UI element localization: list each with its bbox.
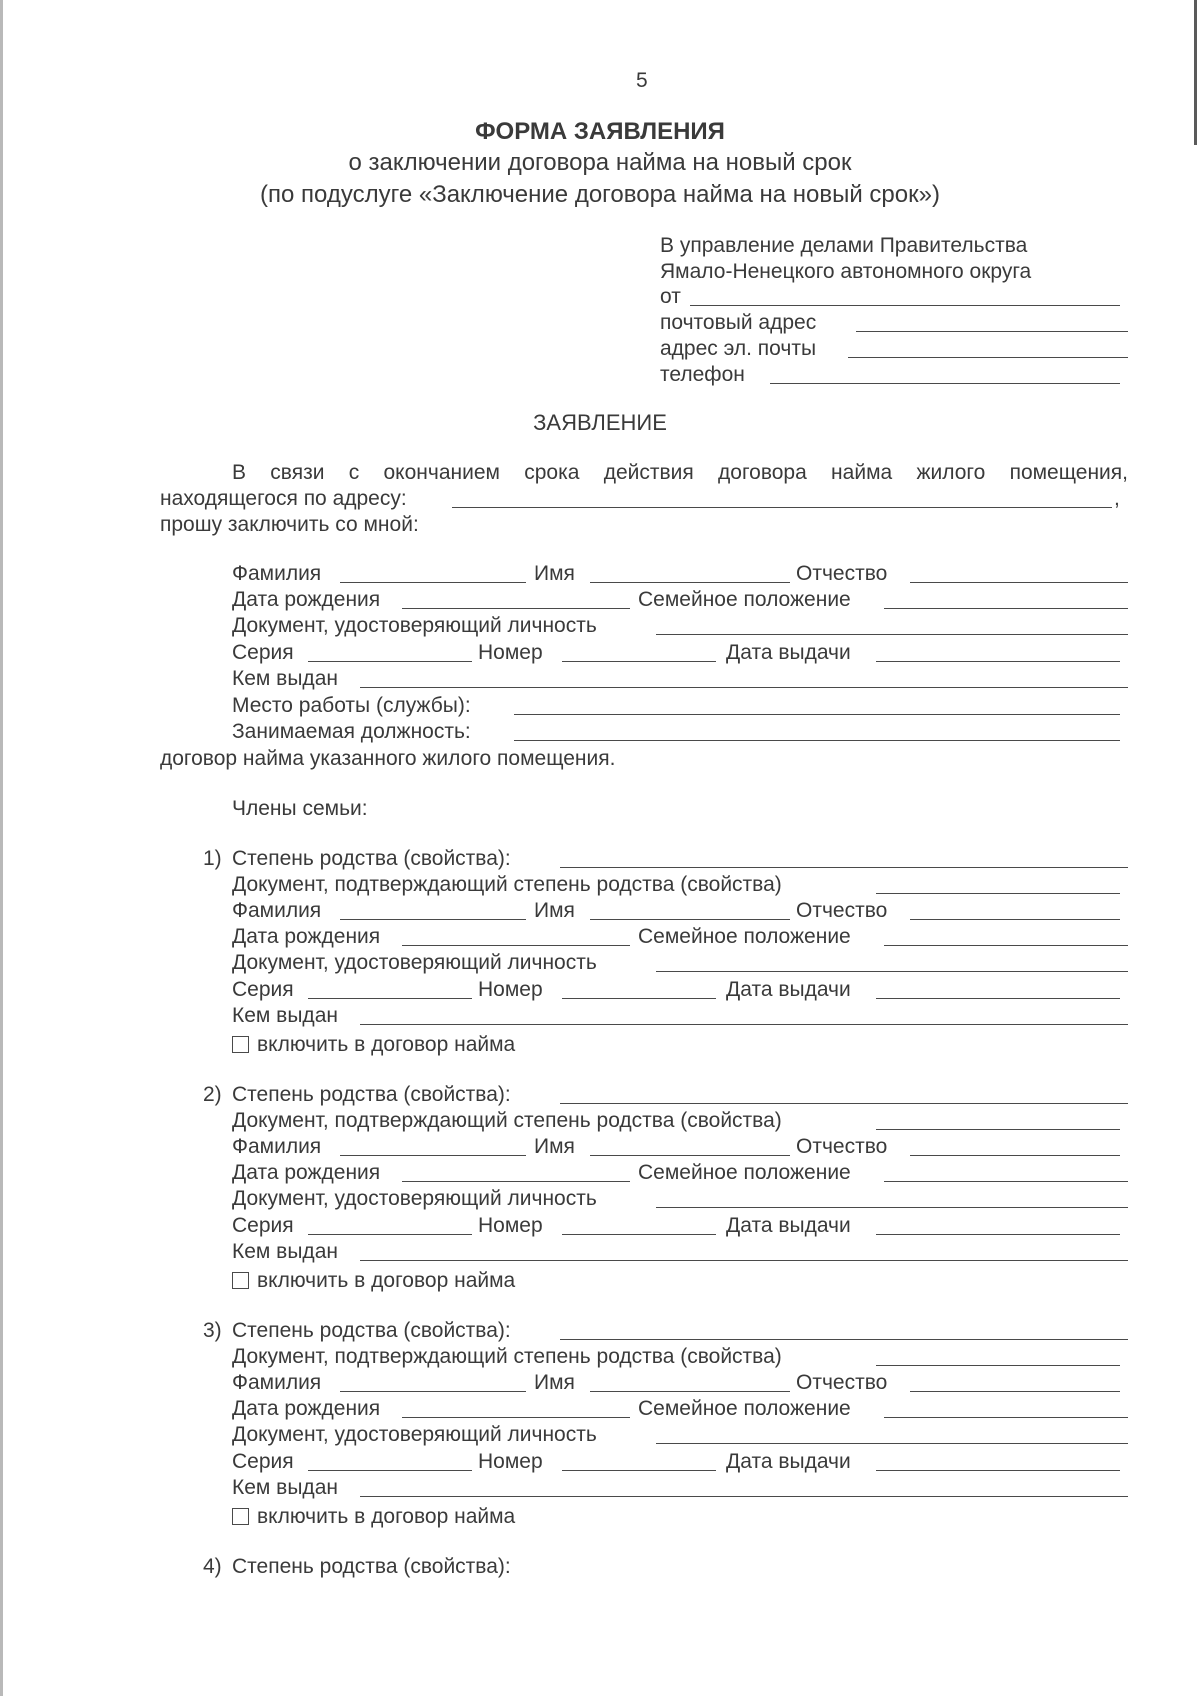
member-3-birth-row <box>0 1398 1200 1424</box>
marital-status-field[interactable] <box>884 926 1128 946</box>
workplace-label: Место работы (службы): <box>232 694 471 717</box>
addressee-line1: В управление делами Правительства <box>660 234 1028 257</box>
series-field[interactable] <box>308 1451 472 1471</box>
phone-field[interactable] <box>770 364 1120 384</box>
name-field[interactable] <box>590 900 790 920</box>
number-field[interactable] <box>562 1215 716 1235</box>
name-field[interactable] <box>590 1136 790 1156</box>
member-3-id-doc-row <box>0 1424 1200 1450</box>
issue-date-label: Дата выдачи <box>726 1214 851 1237</box>
include-in-contract-option[interactable] <box>232 1034 515 1055</box>
kinship-label: Степень родства (свойства): <box>232 1083 511 1106</box>
applicant-position-row <box>0 721 1200 747</box>
birth-date-label: Дата рождения <box>232 588 381 611</box>
statement-title: ЗАЯВЛЕНИЕ <box>533 410 667 435</box>
birth-date-label: Дата рождения <box>232 1397 381 1420</box>
patronymic-field[interactable] <box>910 563 1128 583</box>
address-field[interactable] <box>452 488 1112 508</box>
issued-by-field[interactable] <box>360 1477 1128 1497</box>
address-label: находящегося по адресу: <box>160 487 407 510</box>
name-label: Имя <box>534 1371 575 1394</box>
id-document-field[interactable] <box>656 1188 1128 1208</box>
member-1-id-doc-row <box>0 952 1200 978</box>
member-2-kinship-doc-row <box>0 1110 1200 1136</box>
series-label: Серия <box>232 1214 294 1237</box>
surname-label: Фамилия <box>232 562 322 585</box>
form-subtitle: о заключении договора найма на новый срок <box>348 149 852 176</box>
include-checkbox[interactable] <box>232 1508 249 1525</box>
member-3-name-row <box>0 1372 1200 1398</box>
addressee-from-row <box>0 286 1200 312</box>
id-document-field[interactable] <box>656 1424 1128 1444</box>
number-label: Номер <box>478 978 543 1001</box>
member-1-include-row <box>0 1034 1200 1060</box>
number-label: Номер <box>478 641 543 664</box>
workplace-field[interactable] <box>514 695 1120 715</box>
surname-field[interactable] <box>340 1136 526 1156</box>
member-1-kinship-doc-row <box>0 874 1200 900</box>
include-label: включить в договор найма <box>257 1269 516 1292</box>
addressee-line2: Ямало-Ненецкого автономного округа <box>660 260 1032 283</box>
include-label: включить в договор найма <box>257 1033 516 1056</box>
member-number: 2) <box>203 1083 222 1106</box>
postal-address-label: почтовый адрес <box>660 311 817 334</box>
member-number: 1) <box>203 847 222 870</box>
id-document-label: Документ, удостоверяющий личность <box>232 1423 597 1446</box>
kinship-label: Степень родства (свойства): <box>232 847 511 870</box>
phone-label: телефон <box>660 363 745 386</box>
statement-address-row <box>0 488 1200 514</box>
member-1-birth-row <box>0 926 1200 952</box>
member-1-name-row <box>0 900 1200 926</box>
form-title: ФОРМА ЗАЯВЛЕНИЯ <box>475 118 725 145</box>
birth-date-field[interactable] <box>402 926 630 946</box>
patronymic-label: Отчество <box>796 1371 888 1394</box>
issued-by-label: Кем выдан <box>232 1476 338 1499</box>
include-label: включить в договор найма <box>257 1505 516 1528</box>
position-label: Занимаемая должность: <box>232 720 471 743</box>
issue-date-field[interactable] <box>876 1451 1120 1471</box>
member-3-series-row <box>0 1451 1200 1477</box>
marital-status-field[interactable] <box>884 1398 1128 1418</box>
kinship-field[interactable] <box>560 1084 1128 1104</box>
from-field[interactable] <box>690 286 1120 306</box>
from-label: от <box>660 285 681 308</box>
patronymic-field[interactable] <box>910 1372 1120 1392</box>
member-2-issued-by-row <box>0 1241 1200 1267</box>
address-comma: , <box>1114 487 1120 510</box>
applicant-birth-row <box>0 589 1200 615</box>
birth-date-field[interactable] <box>402 1398 630 1418</box>
name-field[interactable] <box>590 563 790 583</box>
member-3-kinship-row <box>0 1320 1200 1346</box>
member-2-kinship-row <box>0 1084 1200 1110</box>
include-in-contract-option[interactable] <box>232 1270 515 1291</box>
issue-date-label: Дата выдачи <box>726 978 851 1001</box>
issued-by-label: Кем выдан <box>232 667 338 690</box>
statement-closing: договор найма указанного жилого помещения. <box>160 747 616 770</box>
number-label: Номер <box>478 1450 543 1473</box>
member-3-include-row <box>0 1506 1200 1532</box>
position-field[interactable] <box>514 721 1120 741</box>
issue-date-field[interactable] <box>876 1215 1120 1235</box>
member-3-issued-by-row <box>0 1477 1200 1503</box>
statement-paragraph-line1: В связи с окончанием срока действия договора найма жилого помещения, <box>232 461 1128 484</box>
page-number: 5 <box>636 69 648 92</box>
patronymic-field[interactable] <box>910 1136 1120 1156</box>
marital-status-field[interactable] <box>884 589 1128 609</box>
surname-label: Фамилия <box>232 1371 322 1394</box>
marital-status-field[interactable] <box>884 1162 1128 1182</box>
id-document-label: Документ, удостоверяющий личность <box>232 1187 597 1210</box>
family-title: Члены семьи: <box>232 797 368 820</box>
birth-date-field[interactable] <box>402 1162 630 1182</box>
applicant-id-doc-row <box>0 615 1200 641</box>
member-1-kinship-row <box>0 848 1200 874</box>
member-2-series-row <box>0 1215 1200 1241</box>
kinship-document-label: Документ, подтверждающий степень родства (свойства) <box>232 873 782 896</box>
series-label: Серия <box>232 641 294 664</box>
issue-date-label: Дата выдачи <box>726 641 851 664</box>
applicant-workplace-row <box>0 695 1200 721</box>
kinship-document-label: Документ, подтверждающий степень родства (свойства) <box>232 1345 782 1368</box>
member-1-series-row <box>0 979 1200 1005</box>
postal-address-row <box>0 312 1200 338</box>
member-2-include-row <box>0 1270 1200 1296</box>
kinship-field[interactable] <box>560 1320 1128 1340</box>
issue-date-label: Дата выдачи <box>726 1450 851 1473</box>
email-row <box>0 338 1200 364</box>
name-label: Имя <box>534 1135 575 1158</box>
surname-label: Фамилия <box>232 1135 322 1158</box>
member-2-birth-row <box>0 1162 1200 1188</box>
number-field[interactable] <box>562 1451 716 1471</box>
id-document-label: Документ, удостоверяющий личность <box>232 951 597 974</box>
name-field[interactable] <box>590 1372 790 1392</box>
member-1-issued-by-row <box>0 1005 1200 1031</box>
id-document-field[interactable] <box>656 615 1128 635</box>
form-subtitle-service: (по подуслуге «Заключение договора найма на новый срок») <box>260 181 940 208</box>
kinship-label: Степень родства (свойства): <box>232 1555 511 1578</box>
number-field[interactable] <box>562 642 716 662</box>
issued-by-label: Кем выдан <box>232 1240 338 1263</box>
marital-status-label: Семейное положение <box>638 925 851 948</box>
number-label: Номер <box>478 1214 543 1237</box>
member-2-id-doc-row <box>0 1188 1200 1214</box>
kinship-field[interactable] <box>560 848 1128 868</box>
kinship-document-field[interactable] <box>876 1110 1120 1130</box>
number-field[interactable] <box>562 979 716 999</box>
marital-status-label: Семейное положение <box>638 1161 851 1184</box>
member-3-kinship-doc-row <box>0 1346 1200 1372</box>
series-label: Серия <box>232 978 294 1001</box>
postal-address-field[interactable] <box>856 312 1128 332</box>
member-4-kinship-row <box>0 1556 1200 1582</box>
series-field[interactable] <box>308 979 472 999</box>
patronymic-label: Отчество <box>796 899 888 922</box>
email-field[interactable] <box>848 338 1128 358</box>
issue-date-field[interactable] <box>876 642 1120 662</box>
issued-by-field[interactable] <box>360 1241 1128 1261</box>
kinship-document-field[interactable] <box>876 874 1120 894</box>
include-checkbox[interactable] <box>232 1272 249 1289</box>
name-label: Имя <box>534 899 575 922</box>
series-label: Серия <box>232 1450 294 1473</box>
applicant-name-row <box>0 563 1200 589</box>
member-number: 4) <box>203 1555 222 1578</box>
birth-date-label: Дата рождения <box>232 925 381 948</box>
kinship-document-label: Документ, подтверждающий степень родства (свойства) <box>232 1109 782 1132</box>
surname-field[interactable] <box>340 900 526 920</box>
issued-by-field[interactable] <box>360 668 1128 688</box>
member-number: 3) <box>203 1319 222 1342</box>
surname-label: Фамилия <box>232 899 322 922</box>
member-2-name-row <box>0 1136 1200 1162</box>
phone-row <box>0 364 1200 390</box>
id-document-label: Документ, удостоверяющий личность <box>232 614 597 637</box>
issued-by-field[interactable] <box>360 1005 1128 1025</box>
applicant-series-row <box>0 642 1200 668</box>
issued-by-label: Кем выдан <box>232 1004 338 1027</box>
birth-date-field[interactable] <box>402 589 630 609</box>
marital-status-label: Семейное положение <box>638 588 851 611</box>
id-document-field[interactable] <box>656 952 1128 972</box>
issue-date-field[interactable] <box>876 979 1120 999</box>
surname-field[interactable] <box>340 563 526 583</box>
include-checkbox[interactable] <box>232 1036 249 1053</box>
surname-field[interactable] <box>340 1372 526 1392</box>
email-label: адрес эл. почты <box>660 337 817 360</box>
kinship-document-field[interactable] <box>876 1346 1120 1366</box>
series-field[interactable] <box>308 642 472 662</box>
patronymic-label: Отчество <box>796 1135 888 1158</box>
name-label: Имя <box>534 562 575 585</box>
applicant-issued-by-row <box>0 668 1200 694</box>
marital-status-label: Семейное положение <box>638 1397 851 1420</box>
kinship-label: Степень родства (свойства): <box>232 1319 511 1342</box>
patronymic-label: Отчество <box>796 562 888 585</box>
patronymic-field[interactable] <box>910 900 1120 920</box>
series-field[interactable] <box>308 1215 472 1235</box>
birth-date-label: Дата рождения <box>232 1161 381 1184</box>
statement-paragraph-line3: прошу заключить со мной: <box>160 513 419 536</box>
include-in-contract-option[interactable] <box>232 1506 515 1527</box>
